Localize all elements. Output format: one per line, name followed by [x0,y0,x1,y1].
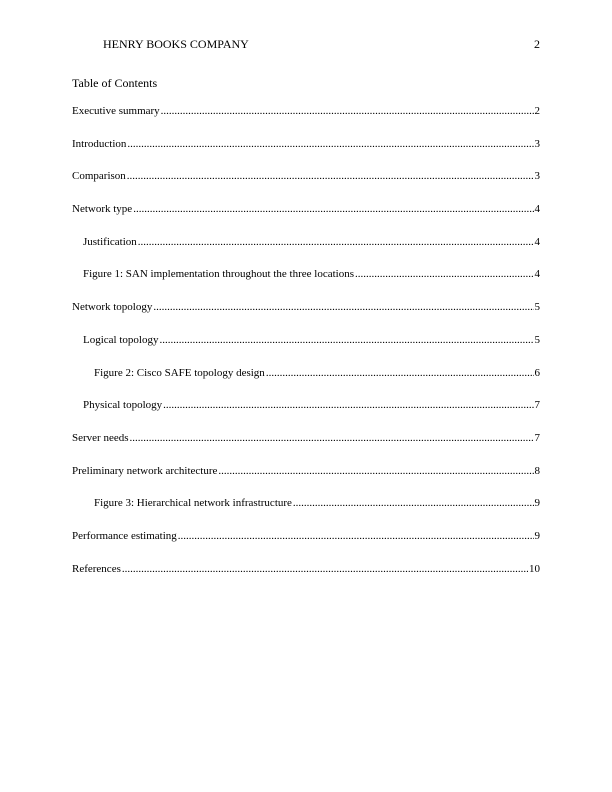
toc-entry-server-needs[interactable] [72,430,540,463]
toc-entry-page: 2 [534,105,540,117]
toc-entry-physical-topology[interactable] [72,397,540,430]
toc-entry-introduction[interactable] [72,136,540,169]
toc-entry-page: 4 [534,203,540,216]
toc-entry-figure-3[interactable] [72,495,540,528]
toc-entry-page: 8 [534,464,540,477]
dot-leader [355,266,534,282]
toc-entry-page: 6 [534,366,540,379]
table-of-contents [72,103,540,593]
toc-entry-page: 5 [534,301,540,314]
toc-entry-label: Preliminary network architecture [72,464,218,477]
toc-entry-label: Figure 3: Hierarchical network infrastructure [94,497,292,510]
dot-leader [130,430,534,446]
dot-leader [161,103,534,119]
toc-entry-comparison[interactable] [72,168,540,201]
toc-entry-page: 5 [534,333,540,346]
toc-entry-label: Comparison [72,170,126,183]
toc-entry-page: 4 [534,268,540,281]
toc-entry-label: Network topology [72,301,153,314]
page-header [103,36,540,52]
toc-entry-label: Justification [83,235,137,248]
toc-entry-page: 9 [534,497,540,510]
toc-entry-label: Figure 2: Cisco SAFE topology design [94,366,265,379]
page-number: 2 [534,37,540,51]
toc-entry-network-type[interactable] [72,201,540,234]
toc-entry-figure-1[interactable] [72,266,540,299]
toc-entry-label: Network type [72,203,133,216]
toc-entry-label: Figure 1: SAN implementation throughout the three locations [83,268,354,281]
toc-entry-justification[interactable] [72,234,540,267]
toc-entry-executive-summary[interactable] [72,103,540,136]
dot-leader [178,528,534,544]
dot-leader [293,495,534,511]
toc-entry-performance-estimating[interactable] [72,528,540,561]
toc-entry-label: Physical topology [83,399,163,412]
dot-leader [218,463,533,479]
toc-entry-label: Introduction [72,137,127,150]
toc-entry-page: 9 [534,529,540,542]
dot-leader [133,201,533,217]
toc-entry-logical-topology[interactable] [72,332,540,365]
toc-entry-page: 3 [534,137,540,150]
dot-leader [127,136,533,152]
toc-entry-page: 4 [534,235,540,248]
dot-leader [138,234,534,250]
toc-entry-label: Logical topology [83,333,159,346]
toc-entry-label: Executive summary [72,105,160,117]
toc-title: Table of Contents [72,76,158,90]
toc-entry-network-topology[interactable] [72,299,540,332]
toc-entry-page: 10 [529,562,540,575]
dot-leader [122,561,528,577]
running-title: HENRY BOOKS COMPANY [103,37,249,51]
toc-entry-label: Performance estimating [72,529,177,542]
toc-entry-label: References [72,562,121,575]
dot-leader [127,168,534,184]
toc-entry-page: 3 [534,170,540,183]
dot-leader [159,332,533,348]
toc-entry-label: Server needs [72,431,129,444]
toc-entry-figure-2[interactable] [72,365,540,398]
dot-leader [163,397,533,413]
dot-leader [266,365,534,381]
toc-entry-preliminary-network-architecture[interactable] [72,463,540,496]
toc-entry-references[interactable] [72,561,540,594]
toc-entry-page: 7 [534,431,540,444]
dot-leader [153,299,533,315]
toc-entry-page: 7 [534,399,540,412]
